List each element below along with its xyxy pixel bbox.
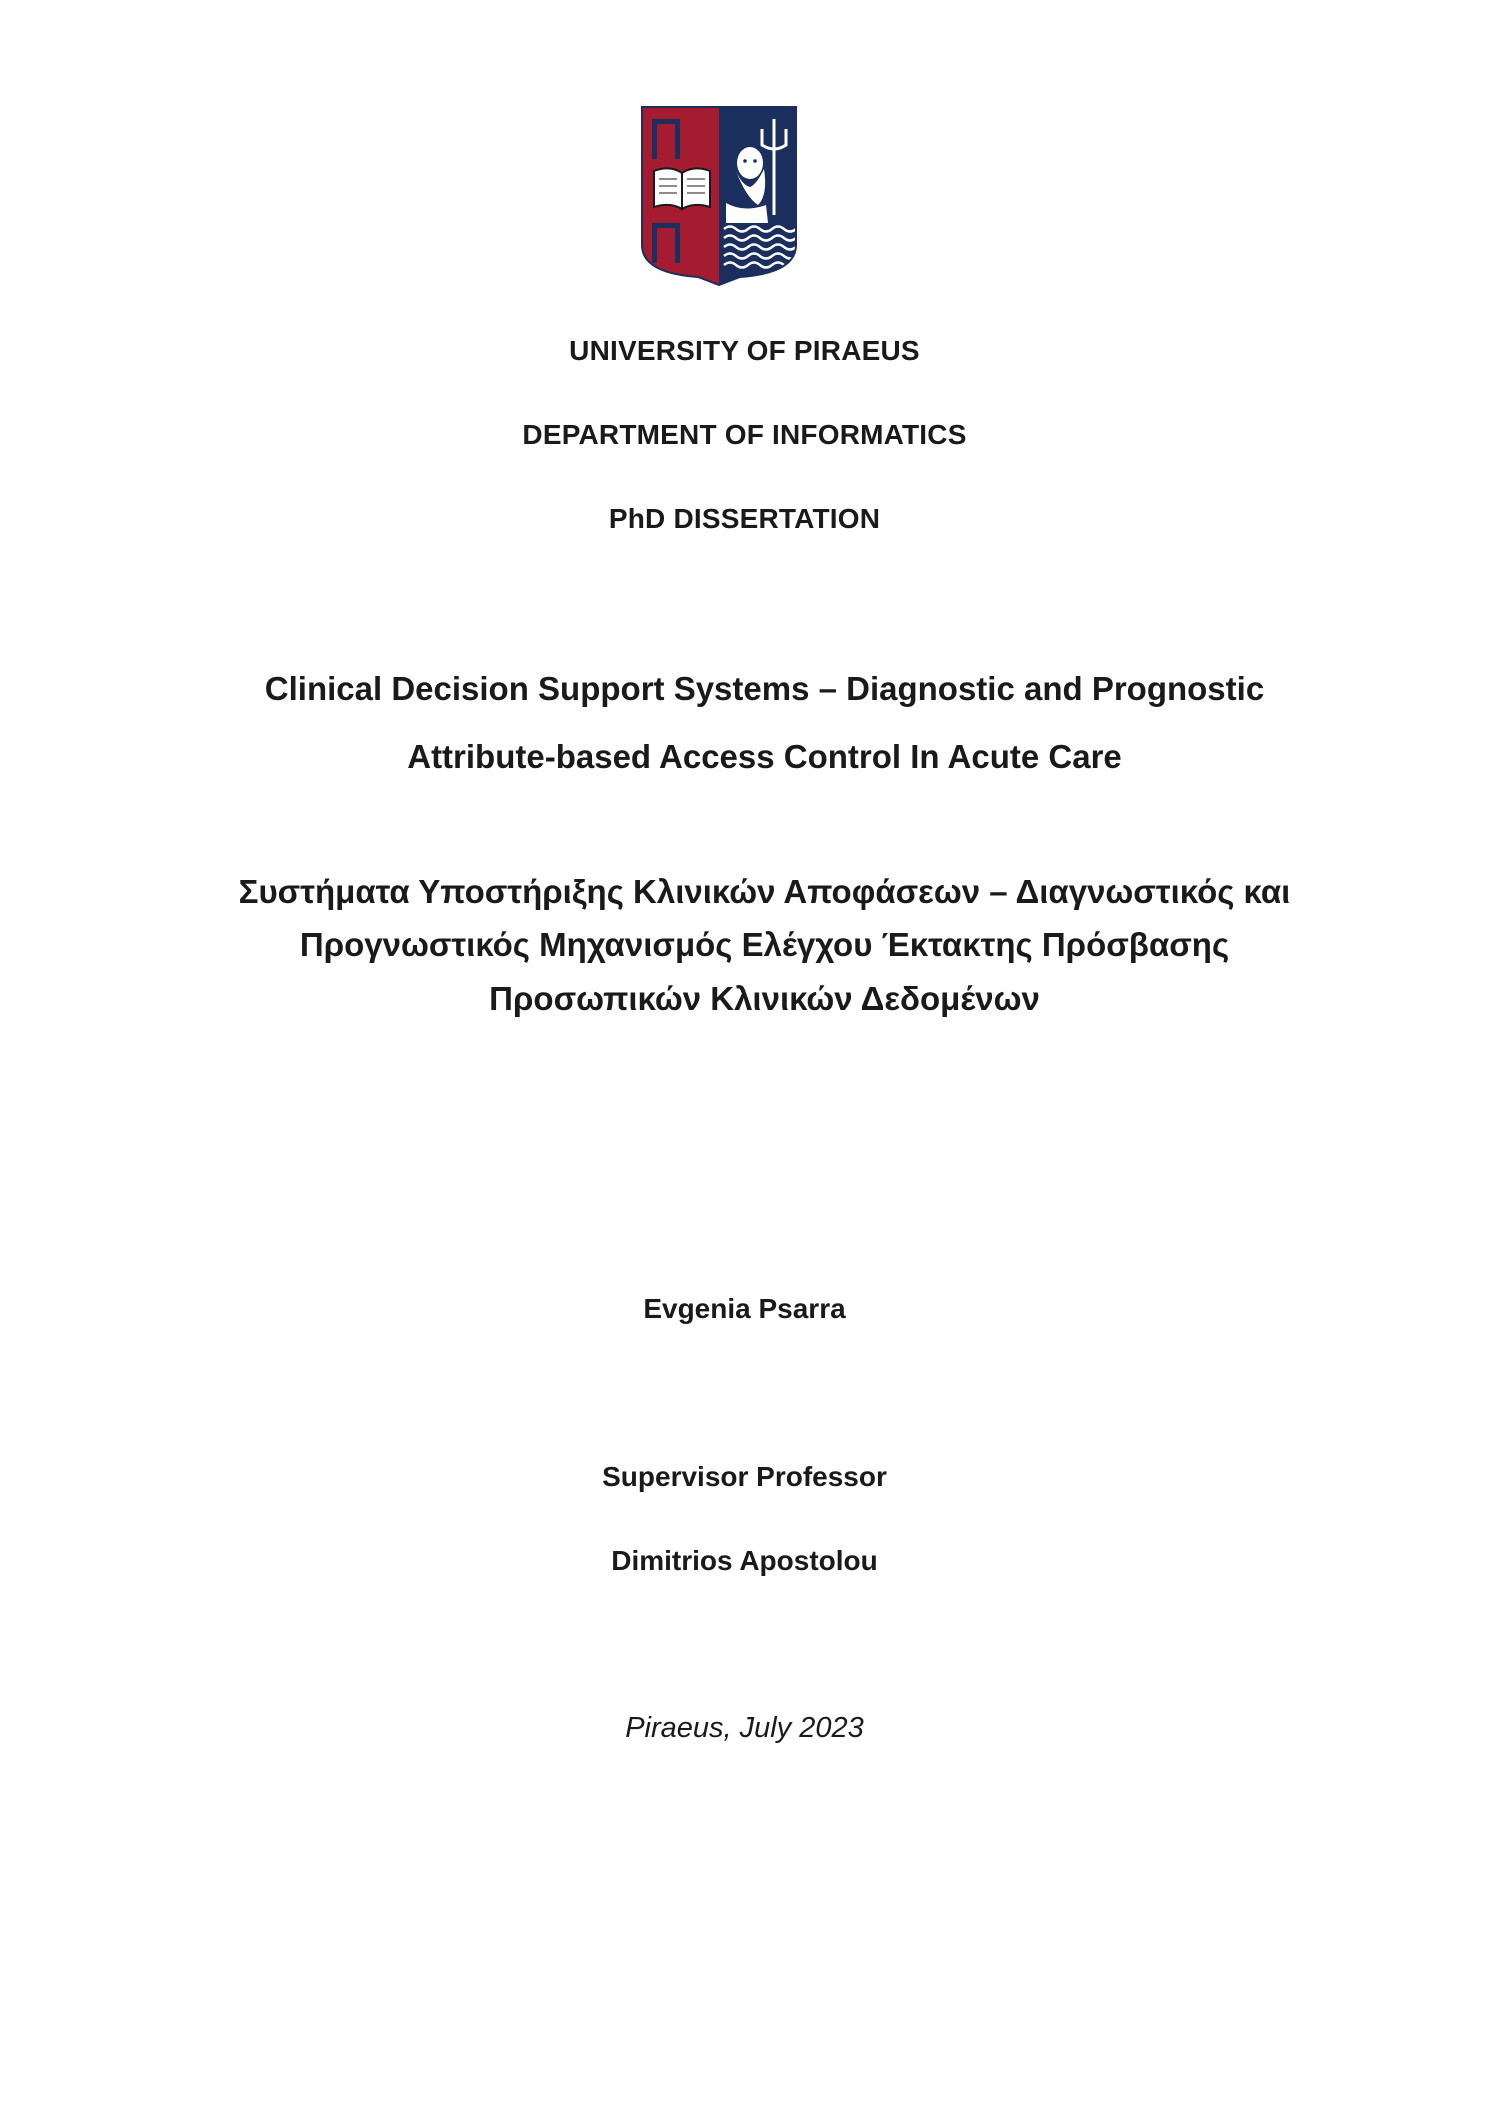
- supervisor-label: Supervisor Professor: [602, 1461, 887, 1492]
- university-name: UNIVERSITY OF PIRAEUS: [569, 335, 920, 366]
- place-date: Piraeus, July 2023: [625, 1712, 864, 1744]
- greek-title-line-2: Προγνωστικός Μηχανισμός Ελέγχου Έκτακτης Πρόσβασης: [299, 926, 1230, 963]
- supervisor-name: Dimitrios Apostolou: [611, 1545, 878, 1576]
- english-title-line-2: Attribute-based Access Control In Acute Care: [407, 738, 1122, 775]
- greek-title-line-3: Προσωπικών Κλινικών Δεδομένων: [489, 980, 1040, 1017]
- university-crest-icon: [640, 105, 798, 286]
- english-title-line-1: Clinical Decision Support Systems – Diagnostic and Prognostic: [264, 670, 1265, 707]
- author-name: Evgenia Psarra: [643, 1293, 846, 1324]
- greek-title-line-1: Συστήματα Υποστήριξης Κλινικών Αποφάσεων – Διαγνωστικός και: [238, 873, 1291, 910]
- department-name: DEPARTMENT OF INFORMATICS: [522, 419, 967, 450]
- document-type: PhD DISSERTATION: [608, 503, 881, 534]
